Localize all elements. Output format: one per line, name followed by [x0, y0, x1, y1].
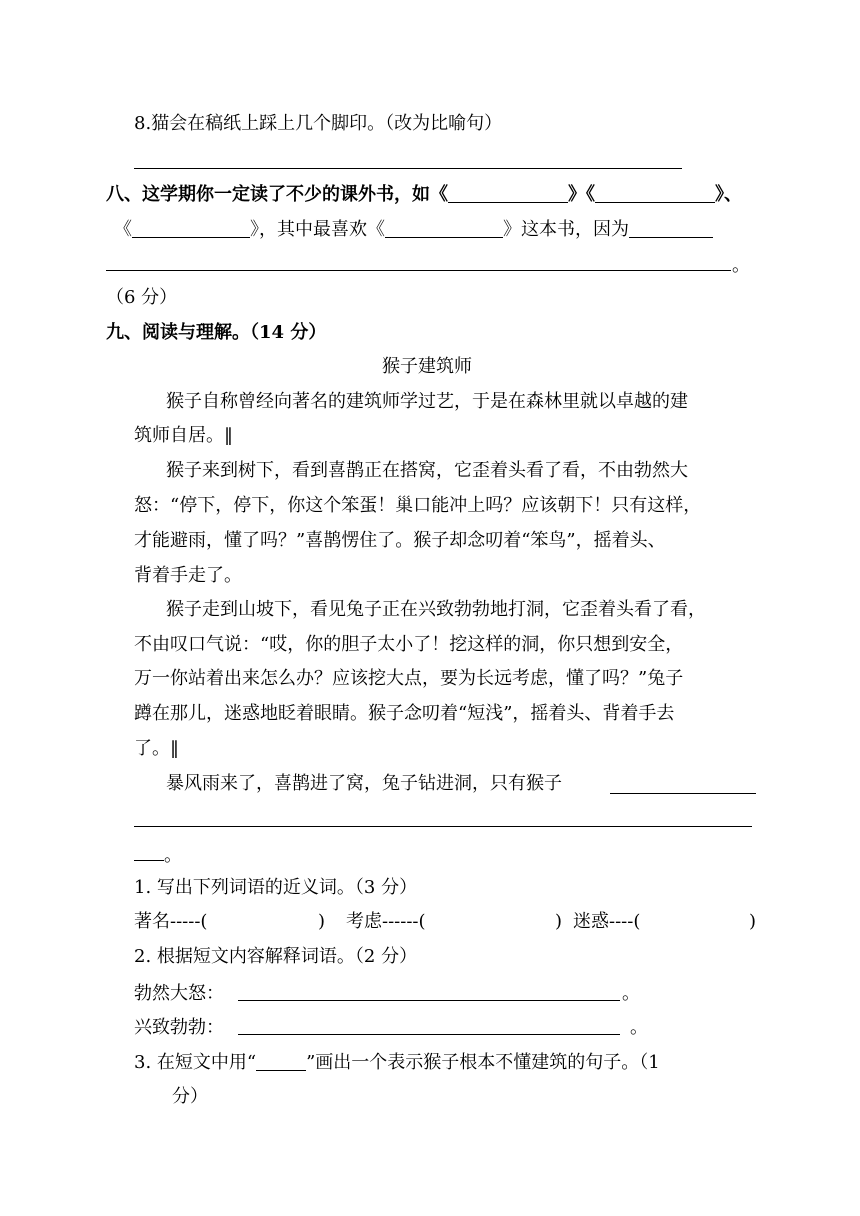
passage-continue-period: 。 — [164, 845, 182, 866]
passage-p2-line-3: 才能避雨，懂了吗？”喜鹊愣住了。猴子却念叨着“笨鸟”，摇着头、 — [134, 530, 666, 551]
question-2-title: 2. 根据短文内容解释词语。（2 分） — [134, 946, 418, 967]
question-2-answer-b[interactable] — [238, 1034, 620, 1035]
passage-p4-line-1: 暴风雨来了，喜鹊进了窝，兔子钻进洞，只有猴子 — [166, 773, 562, 794]
passage-p2-line-1: 猴子来到树下，看到喜鹊正在搭窝，它歪着头看了看，不由勃然大 — [166, 460, 688, 481]
question-8-text: 8.猫会在稿纸上踩上几个脚印。（改为比喻句） — [134, 113, 503, 134]
passage-title: 猴子建筑师 — [382, 356, 472, 377]
question-2-answer-a[interactable] — [238, 1000, 620, 1001]
passage-p1-line-1: 猴子自称曾经向著名的建筑师学过艺，于是在森林里就以卓越的建 — [166, 391, 688, 412]
because-text: 》这本书，因为 — [503, 219, 629, 240]
section-8-prompt: 八、这学期你一定读了不少的课外书，如《 — [106, 184, 448, 205]
question-3-line-2: 分） — [172, 1086, 208, 1107]
question-1-item-a-close: ) — [318, 911, 326, 932]
question-8-answer-line[interactable] — [134, 168, 682, 169]
book-bracket-sep: 》《 — [568, 184, 595, 205]
question-3-prompt-b: ”画出一个表示猴子根本不懂建筑的句子。（1 — [306, 1052, 660, 1073]
favorite-book-text: 》，其中最喜欢《 — [250, 219, 385, 240]
passage-p3-line-2: 不由叹口气说：“哎，你的胆子太小了！挖这样的洞，你只想到安全， — [134, 634, 684, 655]
section-8-score: （6 分） — [106, 287, 178, 308]
book-blank-1[interactable] — [448, 184, 568, 203]
passage-p3-line-4: 蹲在那儿，迷惑地眨着眼睛。猴子念叨着“短浅”，摇着头、背着手去 — [134, 703, 675, 724]
question-1-title: 1. 写出下列词语的近义词。（3 分） — [134, 877, 418, 898]
reason-blank-1[interactable] — [629, 219, 713, 238]
passage-continue-blank-3[interactable] — [134, 860, 164, 861]
book-bracket-open: 《 — [114, 219, 132, 240]
book-blank-3[interactable] — [132, 219, 250, 238]
question-2-term-b: 兴致勃勃： — [134, 1017, 224, 1038]
passage-p2-line-4: 背着手走了。 — [134, 565, 242, 586]
passage-p3-line-3: 万一你站着出来怎么办？应该挖大点，要为长远考虑，懂了吗？”兔子 — [134, 668, 684, 689]
question-2-term-a: 勃然大怒： — [134, 983, 224, 1004]
passage-p2-line-2: 怒：“停下，停下，你这个笨蛋！巢口能冲上吗？应该朝下！只有这样， — [134, 495, 702, 516]
passage-continue-blank-2[interactable] — [134, 826, 752, 827]
question-1-item-c: 迷惑----( — [573, 911, 641, 932]
passage-p1-line-2: 筑师自居。‖ — [134, 425, 233, 446]
question-1-item-b-close: ) — [555, 911, 563, 932]
section-9-heading: 九、阅读与理解。（14 分） — [106, 322, 327, 343]
book-blank-2[interactable] — [595, 184, 715, 203]
question-2-period-b: 。 — [630, 1017, 648, 1038]
reason-period: 。 — [732, 255, 750, 276]
passage-p3-line-1: 猴子走到山坡下，看见兔子正在兴致勃勃地打洞，它歪着头看了看， — [166, 599, 706, 620]
section-8-line-2 — [114, 218, 713, 242]
underline-sample — [256, 1052, 306, 1071]
reason-blank-2[interactable] — [106, 270, 731, 271]
book-bracket-end: 》、 — [715, 184, 742, 205]
question-3-prompt-a: 3. 在短文中用“ — [134, 1052, 257, 1073]
question-1-item-a: 著名-----( — [134, 911, 208, 932]
passage-continue-blank-1[interactable] — [610, 793, 756, 794]
question-2-period-a: 。 — [622, 983, 640, 1004]
question-3-line-1 — [134, 1051, 660, 1075]
question-1-item-b: 考虑------( — [346, 911, 426, 932]
question-1-item-c-close: ) — [749, 911, 757, 932]
section-8-line-1 — [106, 183, 742, 207]
favorite-book-blank[interactable] — [385, 219, 503, 238]
passage-p3-line-5: 了。‖ — [134, 738, 179, 759]
